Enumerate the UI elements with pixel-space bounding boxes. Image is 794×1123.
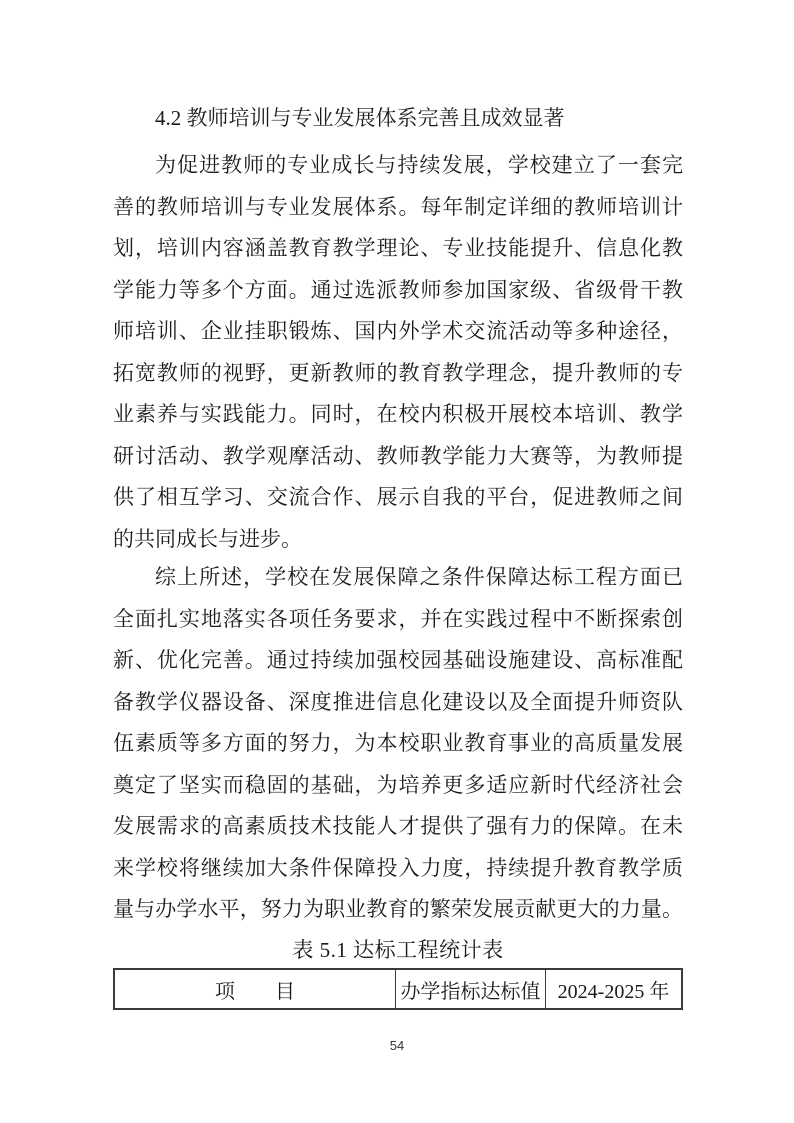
text-line: 善的教师培训与专业发展体系。每年制定详细的教师培训计 — [113, 194, 683, 219]
text-line: 师培训、企业挂职锻炼、国内外学术交流活动等多种途径， — [113, 319, 683, 343]
paragraph-summary — [113, 557, 683, 931]
text-line: 新、优化完善。通过持续加强校园基础设施建设、高标准配 — [113, 648, 683, 672]
text-line: 备教学仪器设备、深度推进信息化建设以及全面提升师资队 — [113, 689, 683, 714]
text-line: 奠定了坚实而稳固的基础，为培养更多适应新时代经济社会 — [113, 772, 683, 797]
text-line: 来学校将继续加大条件保障投入力度，持续提升教育教学质 — [113, 855, 683, 880]
page-number: 54 — [389, 1038, 405, 1053]
text-line: 供了相互学习、交流合作、展示自我的平台，促进教师之间 — [113, 485, 683, 509]
table-header-target-value: 办学指标达标值 — [396, 970, 546, 1008]
paragraph-teacher-training — [113, 145, 683, 560]
section-heading: 4.2 教师培训与专业发展体系完善且成效显著 — [155, 106, 565, 130]
text-line: 拓宽教师的视野，更新教师的教育教学理念，提升教师的专 — [113, 360, 683, 385]
text-line: 学能力等多个方面。通过选派教师参加国家级、省级骨干教 — [113, 277, 683, 302]
table-header-item: 项 目 — [115, 970, 396, 1008]
text-line: 全面扎实地落实各项任务要求，并在实践过程中不断探索创 — [113, 606, 683, 631]
table-caption: 表 5.1 达标工程统计表 — [292, 938, 504, 962]
text-line: 为促进教师的专业成长与持续发展，学校建立了一套完 — [155, 153, 683, 177]
table-header-year: 2024-2025 年 — [557, 980, 670, 1003]
stats-table — [113, 968, 683, 1010]
text-line: 业素养与实践能力。同时，在校内积极开展校本培训、教学 — [113, 402, 683, 426]
text-line: 量与办学水平，努力为职业教育的繁荣发展贡献更大的力量。 — [113, 897, 683, 921]
text-line: 的共同成长与进步。 — [113, 526, 302, 551]
text-line: 伍素质等多方面的努力，为本校职业教育事业的高质量发展 — [113, 731, 683, 755]
text-line: 综上所述，学校在发展保障之条件保障达标工程方面已 — [155, 565, 683, 589]
text-line: 划，培训内容涵盖教育教学理论、专业技能提升、信息化教 — [113, 236, 683, 260]
text-line: 研讨活动、教学观摩活动、教师教学能力大赛等，为教师提 — [113, 443, 683, 468]
text-line: 发展需求的高素质技术技能人才提供了强有力的保障。在未 — [113, 814, 683, 838]
